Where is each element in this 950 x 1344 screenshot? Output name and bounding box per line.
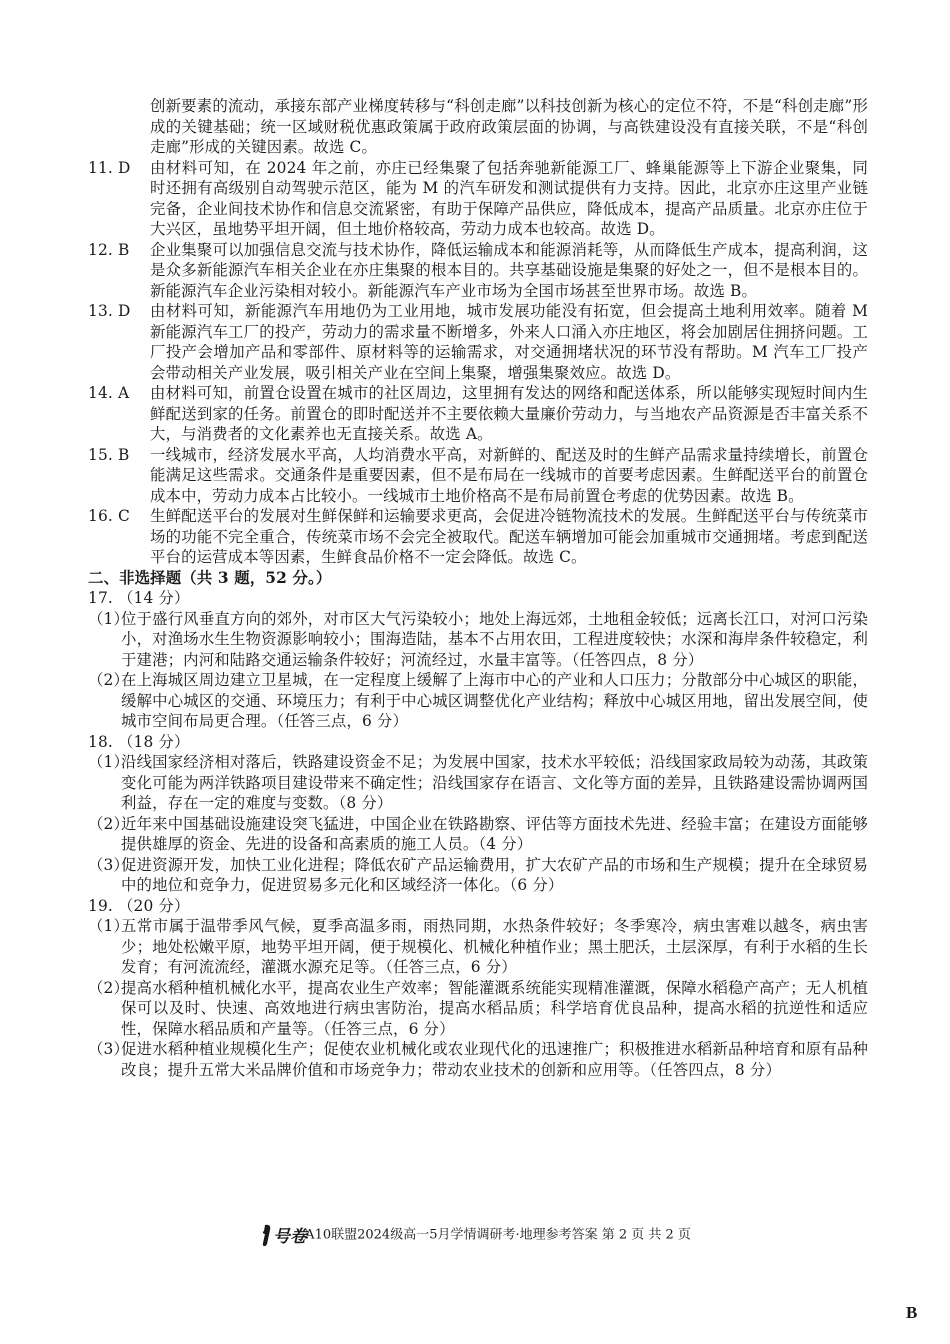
answer-text: 由材料可知，前置仓设置在城市的社区周边，这里拥有发达的网络和配送体系，所以能够实现短时间内生鲜配送到家的任务。前置仓的即时配送并不主要依赖大量廉价劳动力，与当地农产品资源是否丰富关系不大，与消费者的文化素养也无直接关系。故选 A。 [150,384,868,443]
answer-text: 生鲜配送平台的发展对生鲜保鲜和运输要求更高，会促进冷链物流技术的发展。生鲜配送平台与传统菜市场的功能不完全重合，传统菜市场不会完全被取代。配送车辆增加可能会加重城市交通拥堵。考虑到配送平台的运营成本等因素，生鲜食品价格不一定会降低。故选 C。 [150,507,868,566]
sub-answer [88,1039,868,1080]
sub-answer [88,814,868,855]
answer-item [88,158,868,240]
answer-text: 由材料可知，在 2024 年之前，亦庄已经集聚了包括奔驰新能源工厂、蜂巢能源等上下游企业聚集，同时还拥有高级别自动驾驶示范区，能为 M 的汽车研发和测试提供有力支持。因此，北京亦庄这里产业链完备，企业间技术协作和信息交流紧密，有助于保障产品供应，降低成本，提高产品质量。北京亦庄位于大兴区，虽地势平坦开阔，但土地价格较高，劳动力成本也较高。故选 D。 [150,158,868,238]
sub-text: 五常市属于温带季风气候，夏季高温多雨，雨热同期，水热条件较好；冬季寒冷，病虫害难以越冬，病虫害少；地处松嫩平原，地势平坦开阔，便于规模化、机械化种植作业；黑土肥沃，土层深厚，有利于水稻的生长发育；有河流流经，灌溉水源充足等。（任答三点，6 分） [121,917,868,976]
question-header: 18. （18 分） [88,732,190,751]
answer-item [88,301,868,383]
sub-answer [88,609,868,671]
sub-number: （3） [88,1040,130,1058]
answer-number: 16. C [88,507,130,525]
sub-text: 近年来中国基础设施建设突飞猛进，中国企业在铁路勘察、评估等方面技术先进、经验丰富；在建设方面能够提供雄厚的资金、先进的设备和高素质的施工人员。（4 分） [121,814,868,853]
answer-text: 由材料可知，新能源汽车用地仍为工业用地，城市发展功能没有拓宽，但会提高土地利用效率。随着 M 新能源汽车工厂的投产，劳动力的需求量不断增多，外来人口涌入亦庄地区，将会加剧居住拥挤问题。工厂投产会增加产品和零部件、原材料等的运输需求，对交通拥堵状况的环节没有帮助。M 汽车工厂投产会带动相关产业发展，吸引相关产业在空间上集聚，增强集聚效应。故选 D。 [150,302,868,382]
section-title: 二、非选择题（共 3 题，52 分。） [88,568,332,587]
answer-number: 13. D [88,302,131,320]
answer-number: 14. A [88,384,130,402]
sub-answer [88,752,868,814]
sub-number: （2） [88,978,130,997]
sub-number: （3） [88,855,130,874]
brand-logo-icon [259,1222,308,1248]
answer-page [88,96,868,1080]
question-header: 19. （20 分） [88,896,190,915]
sub-answer [88,916,868,978]
answer-item [88,240,868,302]
question-19 [88,896,868,1081]
sub-text: 沿线国家经济相对落后，铁路建设资金不足；为发展中国家，技术水平较低；沿线国家政局较为动荡，其政策变化可能为两洋铁路项目建设带来不确定性；沿线国家存在语言、文化等方面的差异，且铁路建设需协调两国利益，存在一定的难度与变数。（8 分） [121,753,868,812]
sub-number: （1） [88,609,130,628]
question-17 [88,588,868,732]
sub-answer [88,855,868,896]
answer-list [88,158,868,568]
svg-text:号卷: 号卷 [273,1227,308,1247]
sub-number: （2） [88,814,130,833]
answer-text: 一线城市，经济发展水平高，人均消费水平高，对新鲜的、配送及时的生鲜产品需求量持续增长，前置仓能满足这些需求。交通条件是重要因素，但不是布局在一线城市的首要考虑因素。生鲜配送平台的前置仓成本中，劳动力成本占比较小。一线城市土地价格高不是布局前置仓考虑的优势因素。故选 B。 [150,445,868,505]
sub-text: 促进资源开发，加快工业化进程；降低农矿产品运输费用，扩大农矿产品的市场和生产规模；提升在全球贸易中的地位和竞争力，促进贸易多元化和区域经济一体化。（6 分） [121,855,868,894]
sub-text: 在上海城区周边建立卫星城，在一定程度上缓解了上海市中心的产业和人口压力；分散部分中心城区的职能，缓解中心城区的交通、环境压力；有利于中心城区调整优化产业结构；释放中心城区用地，留出发展空间，使城市空间布局更合理。（任答三点，6 分） [121,671,868,730]
brand-logo [259,1222,308,1248]
answer-number: 12. B [88,240,130,259]
answer-number: 11. D [88,158,131,177]
answer-item [88,445,868,507]
version-mark: B [906,1303,918,1322]
sub-text: 提高水稻种植机械化水平，提高农业生产效率；智能灌溉系统能实现精准灌溉，保障水稻稳产高产；无人机植保可以及时、快速、高效地进行病虫害防治，提高水稻品质；科学培育优良品种，提高水稻的抗逆性和适应性，保障水稻品质和产量等。（任答三点，6 分） [121,978,868,1038]
intro-continuation: 创新要素的流动，承接东部产业梯度转移与“科创走廊”以科技创新为核心的定位不符，不是“科创走廊”形成的关键基础；统一区域财税优惠政策属于政府政策层面的协调，与高铁建设没有直接关联，不是“科创走廊”形成的关键因素。故选 C。 [150,97,868,156]
sub-number: （2） [88,671,130,689]
answer-text: 企业集聚可以加强信息交流与技术协作，降低运输成本和能源消耗等，从而降低生产成本，提高利润，这是众多新能源汽车相关企业在亦庄集聚的根本目的。共享基础设施是集聚的好处之一，但不是根本目的。新能源汽车企业污染相对较小。新能源汽车产业市场为全国市场甚至世界市场。故选 B。 [150,240,868,300]
sub-text: 促进水稻种植业规模化生产；促使农业机械化或农业现代化的迅速推广；积极推进水稻新品种培育和原有品种改良；提升五常大米品牌价值和市场竞争力；带动农业技术的创新和应用等。（任答四点，8 分） [121,1040,868,1079]
answer-number: 15. B [88,445,130,464]
answer-item [88,506,868,568]
sub-answer [88,670,868,732]
sub-number: （1） [88,753,130,771]
sub-number: （1） [88,917,130,935]
answer-item [88,383,868,445]
question-header: 17. （14 分） [88,589,190,607]
page-footer [0,1222,950,1248]
sub-answer [88,978,868,1040]
sub-text: 位于盛行风垂直方向的郊外，对市区大气污染较小；地处上海远郊，土地租金较低；远离长江口，对河口污染小，对渔场水生生物资源影响较小；围海造陆，基本不占用农田，工程进度较快；水深和海岸条件较稳定，利于建港；内河和陆路交通运输条件较好；河流经过，水量丰富等。（任答四点，8 分） [121,609,868,669]
question-18 [88,732,868,896]
footer-text: ·A10联盟2024级高一5月学情调研考·地理参考答案 第 2 页 共 2 页 [301,1227,691,1243]
